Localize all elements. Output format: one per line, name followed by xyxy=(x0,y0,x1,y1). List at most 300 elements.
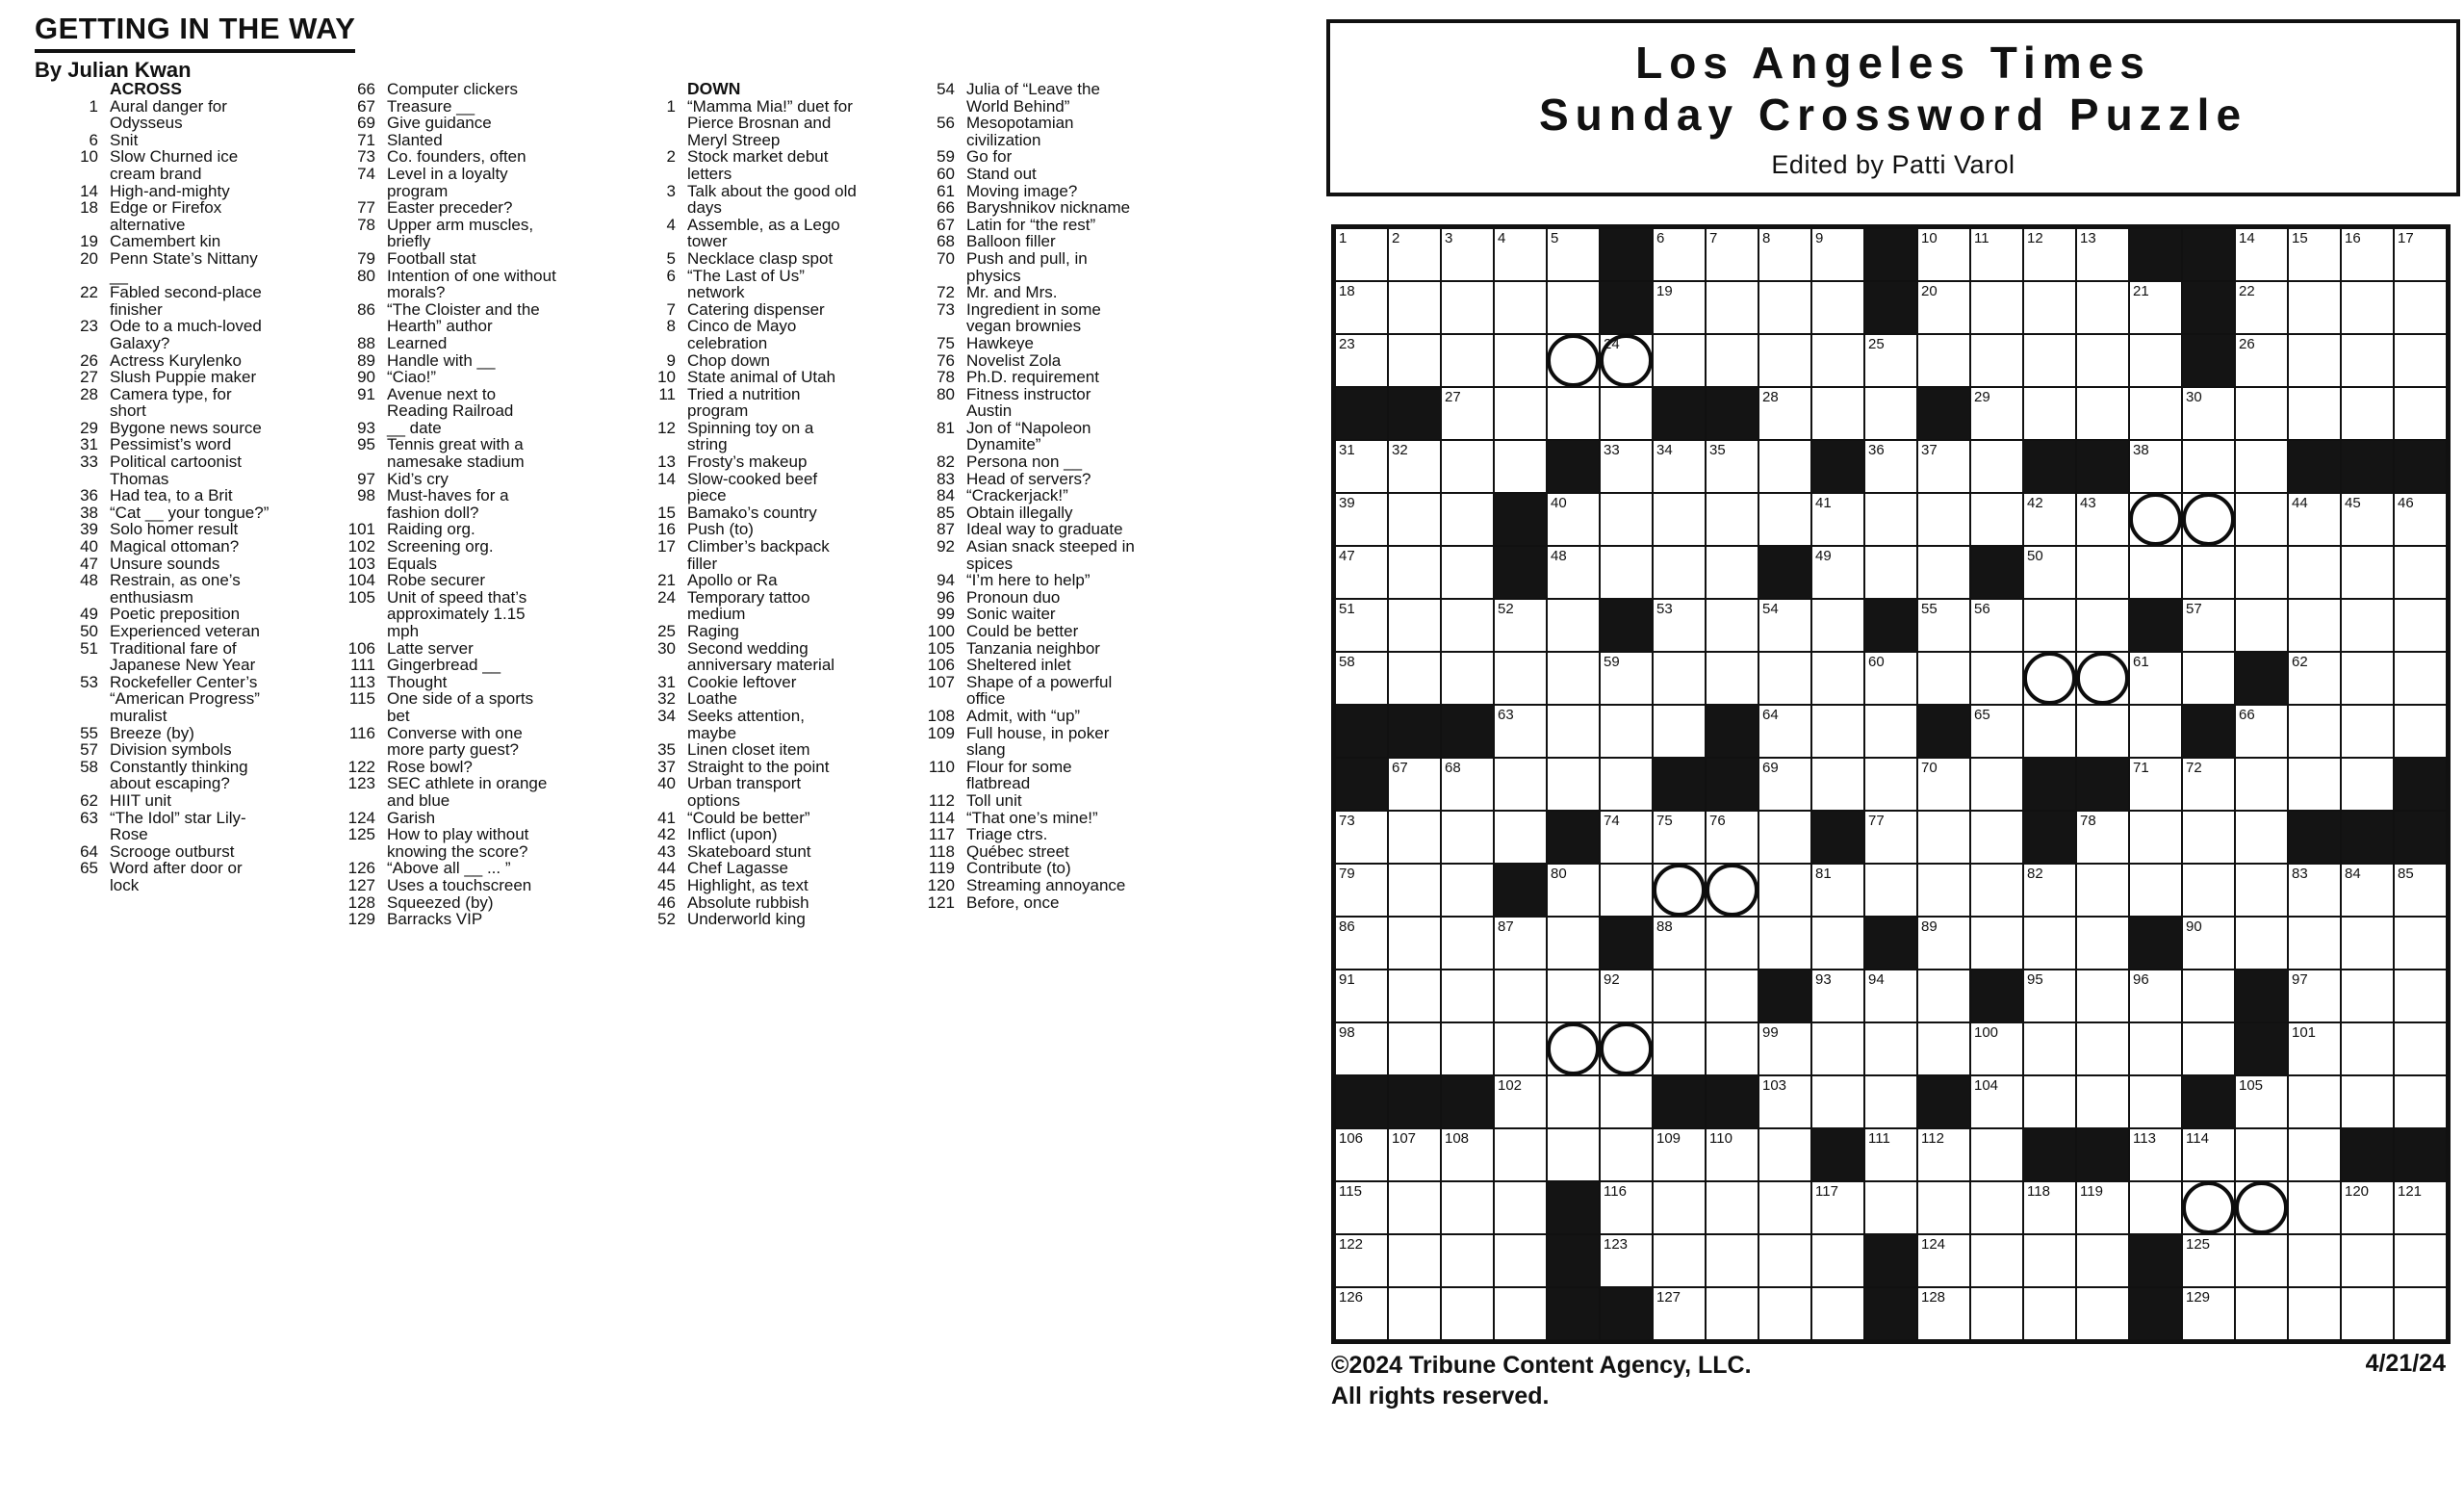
grid-cell[interactable] xyxy=(1389,282,1440,333)
grid-cell[interactable] xyxy=(1918,1288,1969,1339)
grid-cell[interactable] xyxy=(2236,1076,2287,1127)
grid-cell[interactable] xyxy=(1654,335,1705,386)
grid-cell[interactable] xyxy=(2077,1235,2128,1286)
grid-cell[interactable] xyxy=(2289,759,2340,810)
grid-cell[interactable] xyxy=(2183,1182,2234,1233)
grid-cell[interactable] xyxy=(1495,388,1546,439)
grid-cell[interactable] xyxy=(2077,865,2128,916)
grid-cell[interactable] xyxy=(1336,547,1387,598)
grid-cell[interactable] xyxy=(1918,653,1969,704)
grid-cell[interactable] xyxy=(1918,229,1969,280)
grid-cell[interactable] xyxy=(2236,335,2287,386)
grid-cell[interactable] xyxy=(1336,970,1387,1022)
grid-cell[interactable] xyxy=(1918,970,1969,1022)
grid-cell[interactable] xyxy=(2183,600,2234,651)
grid-cell[interactable] xyxy=(1812,1182,1863,1233)
grid-cell[interactable] xyxy=(2395,600,2446,651)
grid-cell[interactable] xyxy=(1389,1288,1440,1339)
grid-cell[interactable] xyxy=(2236,812,2287,863)
grid-cell[interactable] xyxy=(1548,282,1599,333)
grid-cell[interactable] xyxy=(1548,653,1599,704)
grid-cell[interactable] xyxy=(1442,494,1493,545)
grid-cell[interactable] xyxy=(1971,282,2022,333)
grid-cell[interactable] xyxy=(2130,865,2181,916)
grid-cell[interactable] xyxy=(2395,229,2446,280)
grid-cell[interactable] xyxy=(1654,706,1705,757)
grid-cell[interactable] xyxy=(1442,1023,1493,1074)
grid-cell[interactable] xyxy=(1759,282,1810,333)
grid-cell[interactable] xyxy=(1336,1235,1387,1286)
grid-cell[interactable] xyxy=(1548,335,1599,386)
grid-cell[interactable] xyxy=(2183,388,2234,439)
grid-cell[interactable] xyxy=(2077,1076,2128,1127)
grid-cell[interactable] xyxy=(2289,653,2340,704)
grid-cell[interactable] xyxy=(1495,335,1546,386)
grid-cell[interactable] xyxy=(2236,441,2287,492)
grid-cell[interactable] xyxy=(2342,282,2393,333)
grid-cell[interactable] xyxy=(1336,1182,1387,1233)
grid-cell[interactable] xyxy=(1654,282,1705,333)
grid-cell[interactable] xyxy=(1759,1182,1810,1233)
grid-cell[interactable] xyxy=(1971,1182,2022,1233)
grid-cell[interactable] xyxy=(2395,494,2446,545)
grid-cell[interactable] xyxy=(1548,1023,1599,1074)
grid-cell[interactable] xyxy=(2024,600,2075,651)
grid-cell[interactable] xyxy=(2077,388,2128,439)
grid-cell[interactable] xyxy=(2395,547,2446,598)
grid-cell[interactable] xyxy=(1812,1288,1863,1339)
grid-cell[interactable] xyxy=(1971,706,2022,757)
grid-cell[interactable] xyxy=(1389,229,1440,280)
grid-cell[interactable] xyxy=(1336,335,1387,386)
grid-cell[interactable] xyxy=(1389,918,1440,969)
grid-cell[interactable] xyxy=(1389,759,1440,810)
grid-cell[interactable] xyxy=(1812,653,1863,704)
grid-cell[interactable] xyxy=(2077,918,2128,969)
grid-cell[interactable] xyxy=(2077,547,2128,598)
grid-cell[interactable] xyxy=(1707,494,1758,545)
grid-cell[interactable] xyxy=(2395,865,2446,916)
grid-cell[interactable] xyxy=(1601,812,1652,863)
grid-cell[interactable] xyxy=(1707,812,1758,863)
grid-cell[interactable] xyxy=(2077,229,2128,280)
grid-cell[interactable] xyxy=(2236,282,2287,333)
grid-cell[interactable] xyxy=(2289,600,2340,651)
grid-cell[interactable] xyxy=(1654,1288,1705,1339)
grid-cell[interactable] xyxy=(2342,229,2393,280)
grid-cell[interactable] xyxy=(1601,441,1652,492)
grid-cell[interactable] xyxy=(2183,441,2234,492)
grid-cell[interactable] xyxy=(1865,970,1916,1022)
grid-cell[interactable] xyxy=(2130,1129,2181,1180)
grid-cell[interactable] xyxy=(1389,547,1440,598)
grid-cell[interactable] xyxy=(1548,706,1599,757)
grid-cell[interactable] xyxy=(1548,494,1599,545)
grid-cell[interactable] xyxy=(2395,970,2446,1022)
grid-cell[interactable] xyxy=(2024,653,2075,704)
grid-cell[interactable] xyxy=(2236,388,2287,439)
grid-cell[interactable] xyxy=(2130,812,2181,863)
grid-cell[interactable] xyxy=(2236,865,2287,916)
grid-cell[interactable] xyxy=(1865,1129,1916,1180)
grid-cell[interactable] xyxy=(1918,1182,1969,1233)
grid-cell[interactable] xyxy=(1654,547,1705,598)
grid-cell[interactable] xyxy=(2342,1023,2393,1074)
grid-cell[interactable] xyxy=(1812,600,1863,651)
grid-cell[interactable] xyxy=(2077,653,2128,704)
grid-cell[interactable] xyxy=(2024,282,2075,333)
grid-cell[interactable] xyxy=(1442,812,1493,863)
grid-cell[interactable] xyxy=(1654,918,1705,969)
grid-cell[interactable] xyxy=(1389,865,1440,916)
grid-cell[interactable] xyxy=(1548,759,1599,810)
grid-cell[interactable] xyxy=(1918,812,1969,863)
grid-cell[interactable] xyxy=(1336,865,1387,916)
grid-cell[interactable] xyxy=(1495,1288,1546,1339)
grid-cell[interactable] xyxy=(2024,865,2075,916)
grid-cell[interactable] xyxy=(1442,282,1493,333)
grid-cell[interactable] xyxy=(1865,759,1916,810)
grid-cell[interactable] xyxy=(2130,1076,2181,1127)
grid-cell[interactable] xyxy=(1759,1076,1810,1127)
grid-cell[interactable] xyxy=(1812,547,1863,598)
grid-cell[interactable] xyxy=(1336,1129,1387,1180)
grid-cell[interactable] xyxy=(2289,1235,2340,1286)
grid-cell[interactable] xyxy=(2077,1023,2128,1074)
grid-cell[interactable] xyxy=(2395,1288,2446,1339)
grid-cell[interactable] xyxy=(2024,494,2075,545)
grid-cell[interactable] xyxy=(1707,600,1758,651)
grid-cell[interactable] xyxy=(2236,706,2287,757)
grid-cell[interactable] xyxy=(1971,759,2022,810)
grid-cell[interactable] xyxy=(1707,1129,1758,1180)
grid-cell[interactable] xyxy=(1865,547,1916,598)
grid-cell[interactable] xyxy=(1918,600,1969,651)
grid-cell[interactable] xyxy=(1495,918,1546,969)
grid-cell[interactable] xyxy=(2130,1023,2181,1074)
grid-cell[interactable] xyxy=(1495,1235,1546,1286)
grid-cell[interactable] xyxy=(2289,335,2340,386)
grid-cell[interactable] xyxy=(2183,1288,2234,1339)
grid-cell[interactable] xyxy=(1865,388,1916,439)
grid-cell[interactable] xyxy=(2342,918,2393,969)
grid-cell[interactable] xyxy=(1971,1288,2022,1339)
grid-cell[interactable] xyxy=(1442,1182,1493,1233)
grid-cell[interactable] xyxy=(2183,918,2234,969)
grid-cell[interactable] xyxy=(1918,441,1969,492)
grid-cell[interactable] xyxy=(2395,388,2446,439)
grid-cell[interactable] xyxy=(2130,706,2181,757)
grid-cell[interactable] xyxy=(1495,1129,1546,1180)
grid-cell[interactable] xyxy=(1442,1288,1493,1339)
grid-cell[interactable] xyxy=(1548,865,1599,916)
grid-cell[interactable] xyxy=(1601,706,1652,757)
grid-cell[interactable] xyxy=(2342,1235,2393,1286)
grid-cell[interactable] xyxy=(1548,547,1599,598)
grid-cell[interactable] xyxy=(2130,282,2181,333)
grid-cell[interactable] xyxy=(1971,865,2022,916)
grid-cell[interactable] xyxy=(1759,1023,1810,1074)
grid-cell[interactable] xyxy=(1601,1182,1652,1233)
grid-cell[interactable] xyxy=(2395,335,2446,386)
grid-cell[interactable] xyxy=(1865,1023,1916,1074)
grid-cell[interactable] xyxy=(1759,918,1810,969)
grid-cell[interactable] xyxy=(1495,653,1546,704)
grid-cell[interactable] xyxy=(1601,653,1652,704)
grid-cell[interactable] xyxy=(1495,600,1546,651)
grid-cell[interactable] xyxy=(1495,441,1546,492)
grid-cell[interactable] xyxy=(2289,1023,2340,1074)
grid-cell[interactable] xyxy=(1336,229,1387,280)
grid-cell[interactable] xyxy=(1654,600,1705,651)
grid-cell[interactable] xyxy=(1759,441,1810,492)
grid-cell[interactable] xyxy=(1548,388,1599,439)
grid-cell[interactable] xyxy=(1442,1129,1493,1180)
grid-cell[interactable] xyxy=(1759,388,1810,439)
grid-cell[interactable] xyxy=(2236,1182,2287,1233)
grid-cell[interactable] xyxy=(1442,600,1493,651)
grid-cell[interactable] xyxy=(1442,970,1493,1022)
grid-cell[interactable] xyxy=(1601,335,1652,386)
grid-cell[interactable] xyxy=(1812,759,1863,810)
grid-cell[interactable] xyxy=(1971,1076,2022,1127)
grid-cell[interactable] xyxy=(1812,706,1863,757)
grid-cell[interactable] xyxy=(1654,1182,1705,1233)
grid-cell[interactable] xyxy=(2130,547,2181,598)
grid-cell[interactable] xyxy=(1759,653,1810,704)
grid-cell[interactable] xyxy=(2342,1288,2393,1339)
grid-cell[interactable] xyxy=(2342,547,2393,598)
grid-cell[interactable] xyxy=(1707,970,1758,1022)
grid-cell[interactable] xyxy=(1865,494,1916,545)
grid-cell[interactable] xyxy=(1971,1023,2022,1074)
grid-cell[interactable] xyxy=(2130,441,2181,492)
grid-cell[interactable] xyxy=(1654,1129,1705,1180)
grid-cell[interactable] xyxy=(1707,441,1758,492)
grid-cell[interactable] xyxy=(2395,1023,2446,1074)
grid-cell[interactable] xyxy=(1865,706,1916,757)
grid-cell[interactable] xyxy=(2395,282,2446,333)
grid-cell[interactable] xyxy=(1918,865,1969,916)
grid-cell[interactable] xyxy=(2342,1182,2393,1233)
grid-cell[interactable] xyxy=(1918,335,1969,386)
grid-cell[interactable] xyxy=(1548,918,1599,969)
grid-cell[interactable] xyxy=(1336,1023,1387,1074)
grid-cell[interactable] xyxy=(1971,600,2022,651)
grid-cell[interactable] xyxy=(2077,494,2128,545)
grid-cell[interactable] xyxy=(2289,494,2340,545)
grid-cell[interactable] xyxy=(2236,918,2287,969)
grid-cell[interactable] xyxy=(1654,812,1705,863)
grid-cell[interactable] xyxy=(1495,1023,1546,1074)
grid-cell[interactable] xyxy=(2236,229,2287,280)
grid-cell[interactable] xyxy=(2077,335,2128,386)
grid-cell[interactable] xyxy=(1336,653,1387,704)
grid-cell[interactable] xyxy=(2077,282,2128,333)
grid-cell[interactable] xyxy=(2236,547,2287,598)
grid-cell[interactable] xyxy=(1865,1182,1916,1233)
grid-cell[interactable] xyxy=(2342,335,2393,386)
grid-cell[interactable] xyxy=(1389,1182,1440,1233)
grid-cell[interactable] xyxy=(1971,1235,2022,1286)
grid-cell[interactable] xyxy=(2289,918,2340,969)
grid-cell[interactable] xyxy=(1654,1235,1705,1286)
grid-cell[interactable] xyxy=(1654,653,1705,704)
grid-cell[interactable] xyxy=(1495,1182,1546,1233)
grid-cell[interactable] xyxy=(1759,1235,1810,1286)
grid-cell[interactable] xyxy=(1336,494,1387,545)
grid-cell[interactable] xyxy=(1759,335,1810,386)
grid-cell[interactable] xyxy=(1759,494,1810,545)
grid-cell[interactable] xyxy=(2183,1023,2234,1074)
grid-cell[interactable] xyxy=(1759,1129,1810,1180)
grid-cell[interactable] xyxy=(1548,229,1599,280)
grid-cell[interactable] xyxy=(1601,494,1652,545)
grid-cell[interactable] xyxy=(1389,653,1440,704)
grid-cell[interactable] xyxy=(1601,1129,1652,1180)
grid-cell[interactable] xyxy=(1707,335,1758,386)
grid-cell[interactable] xyxy=(2395,653,2446,704)
grid-cell[interactable] xyxy=(2342,865,2393,916)
grid-cell[interactable] xyxy=(1812,335,1863,386)
grid-cell[interactable] xyxy=(1389,600,1440,651)
grid-cell[interactable] xyxy=(1548,1129,1599,1180)
grid-cell[interactable] xyxy=(2289,1076,2340,1127)
grid-cell[interactable] xyxy=(1389,1129,1440,1180)
grid-cell[interactable] xyxy=(2289,282,2340,333)
grid-cell[interactable] xyxy=(2077,1288,2128,1339)
grid-cell[interactable] xyxy=(2024,1023,2075,1074)
grid-cell[interactable] xyxy=(2024,1288,2075,1339)
grid-cell[interactable] xyxy=(1654,970,1705,1022)
grid-cell[interactable] xyxy=(2183,865,2234,916)
grid-cell[interactable] xyxy=(1812,1023,1863,1074)
grid-cell[interactable] xyxy=(1495,706,1546,757)
grid-cell[interactable] xyxy=(1971,335,2022,386)
grid-cell[interactable] xyxy=(2289,547,2340,598)
grid-cell[interactable] xyxy=(2395,918,2446,969)
grid-cell[interactable] xyxy=(1812,229,1863,280)
grid-cell[interactable] xyxy=(2289,706,2340,757)
grid-cell[interactable] xyxy=(1442,547,1493,598)
grid-cell[interactable] xyxy=(2289,1129,2340,1180)
grid-cell[interactable] xyxy=(1812,388,1863,439)
grid-cell[interactable] xyxy=(2289,388,2340,439)
grid-cell[interactable] xyxy=(1548,970,1599,1022)
grid-cell[interactable] xyxy=(2024,335,2075,386)
grid-cell[interactable] xyxy=(2183,759,2234,810)
grid-cell[interactable] xyxy=(1654,494,1705,545)
grid-cell[interactable] xyxy=(2236,1129,2287,1180)
grid-cell[interactable] xyxy=(1971,653,2022,704)
grid-cell[interactable] xyxy=(1707,1235,1758,1286)
grid-cell[interactable] xyxy=(1654,441,1705,492)
grid-cell[interactable] xyxy=(1759,759,1810,810)
grid-cell[interactable] xyxy=(1442,759,1493,810)
grid-cell[interactable] xyxy=(2395,1076,2446,1127)
grid-cell[interactable] xyxy=(1707,282,1758,333)
grid-cell[interactable] xyxy=(1759,229,1810,280)
grid-cell[interactable] xyxy=(2077,970,2128,1022)
grid-cell[interactable] xyxy=(2024,547,2075,598)
grid-cell[interactable] xyxy=(1971,1129,2022,1180)
grid-cell[interactable] xyxy=(1389,335,1440,386)
grid-cell[interactable] xyxy=(1495,1076,1546,1127)
grid-cell[interactable] xyxy=(2024,388,2075,439)
grid-cell[interactable] xyxy=(1971,494,2022,545)
grid-cell[interactable] xyxy=(1707,1288,1758,1339)
grid-cell[interactable] xyxy=(1759,706,1810,757)
grid-cell[interactable] xyxy=(2024,1235,2075,1286)
grid-cell[interactable] xyxy=(1812,865,1863,916)
grid-cell[interactable] xyxy=(1759,600,1810,651)
grid-cell[interactable] xyxy=(2024,1076,2075,1127)
grid-cell[interactable] xyxy=(2342,970,2393,1022)
grid-cell[interactable] xyxy=(1442,1235,1493,1286)
grid-cell[interactable] xyxy=(2289,1288,2340,1339)
grid-cell[interactable] xyxy=(1918,1023,1969,1074)
grid-cell[interactable] xyxy=(1865,441,1916,492)
grid-cell[interactable] xyxy=(1336,1288,1387,1339)
grid-cell[interactable] xyxy=(1707,1023,1758,1074)
grid-cell[interactable] xyxy=(2395,706,2446,757)
grid-cell[interactable] xyxy=(2342,388,2393,439)
grid-cell[interactable] xyxy=(1918,547,1969,598)
grid-cell[interactable] xyxy=(2289,1182,2340,1233)
grid-cell[interactable] xyxy=(2342,706,2393,757)
grid-cell[interactable] xyxy=(2077,600,2128,651)
grid-cell[interactable] xyxy=(1865,1076,1916,1127)
grid-cell[interactable] xyxy=(1389,1235,1440,1286)
grid-cell[interactable] xyxy=(1389,494,1440,545)
grid-cell[interactable] xyxy=(1759,865,1810,916)
grid-cell[interactable] xyxy=(1918,1129,1969,1180)
grid-cell[interactable] xyxy=(1918,494,1969,545)
grid-cell[interactable] xyxy=(1971,441,2022,492)
grid-cell[interactable] xyxy=(2183,653,2234,704)
grid-cell[interactable] xyxy=(1442,229,1493,280)
grid-cell[interactable] xyxy=(1918,759,1969,810)
grid-cell[interactable] xyxy=(1707,547,1758,598)
grid-cell[interactable] xyxy=(2289,229,2340,280)
grid-cell[interactable] xyxy=(2342,653,2393,704)
grid-cell[interactable] xyxy=(2236,600,2287,651)
grid-cell[interactable] xyxy=(1918,1235,1969,1286)
grid-cell[interactable] xyxy=(1971,812,2022,863)
grid-cell[interactable] xyxy=(1336,812,1387,863)
grid-cell[interactable] xyxy=(1812,970,1863,1022)
grid-cell[interactable] xyxy=(1336,600,1387,651)
grid-cell[interactable] xyxy=(1759,812,1810,863)
grid-cell[interactable] xyxy=(2077,706,2128,757)
grid-cell[interactable] xyxy=(2183,494,2234,545)
grid-cell[interactable] xyxy=(1654,865,1705,916)
grid-cell[interactable] xyxy=(2342,759,2393,810)
grid-cell[interactable] xyxy=(1442,653,1493,704)
grid-cell[interactable] xyxy=(1654,229,1705,280)
grid-cell[interactable] xyxy=(1601,1076,1652,1127)
grid-cell[interactable] xyxy=(1495,229,1546,280)
grid-cell[interactable] xyxy=(2130,494,2181,545)
grid-cell[interactable] xyxy=(1336,441,1387,492)
grid-cell[interactable] xyxy=(2342,600,2393,651)
grid-cell[interactable] xyxy=(2024,970,2075,1022)
grid-cell[interactable] xyxy=(1389,441,1440,492)
grid-cell[interactable] xyxy=(1601,1235,1652,1286)
grid-cell[interactable] xyxy=(1495,282,1546,333)
grid-cell[interactable] xyxy=(2395,1182,2446,1233)
grid-cell[interactable] xyxy=(2183,970,2234,1022)
